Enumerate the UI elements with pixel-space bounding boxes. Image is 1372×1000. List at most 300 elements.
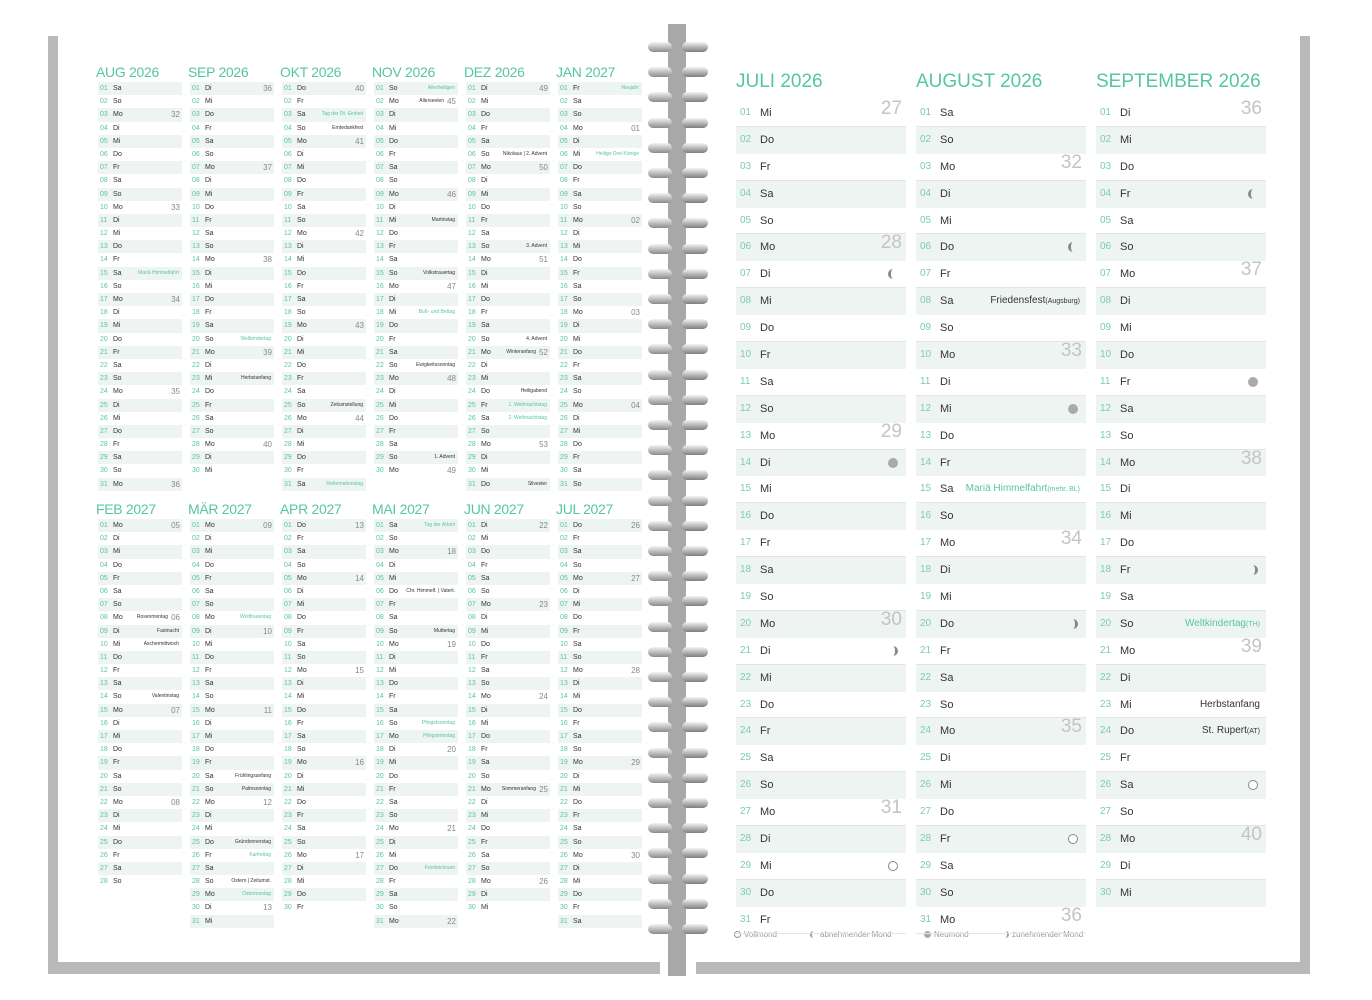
day-number: 05 xyxy=(468,574,476,582)
weekday: So xyxy=(573,746,582,754)
weekday: So xyxy=(389,904,398,912)
weekday: Fr xyxy=(481,746,488,754)
spiral-ring xyxy=(640,342,712,356)
full-moon-icon xyxy=(888,861,898,871)
day-number: 30 xyxy=(100,467,108,475)
day-number: 07 xyxy=(284,601,292,609)
day-row xyxy=(558,478,642,491)
day-number: 04 xyxy=(100,561,108,569)
weekday: Do xyxy=(297,614,306,622)
day-number: 20 xyxy=(284,335,292,343)
day-row xyxy=(736,799,906,826)
weekday: Do xyxy=(481,640,490,648)
legend-wan: abnehmender Mond xyxy=(820,930,892,939)
day-number: 11 xyxy=(920,375,931,387)
day-row xyxy=(558,611,642,624)
weekday: Sa xyxy=(113,269,122,277)
day-row xyxy=(374,888,458,901)
weekday: Sa xyxy=(1120,402,1134,415)
day-number: 26 xyxy=(740,779,752,791)
weekday: Do xyxy=(573,798,582,806)
day-row xyxy=(374,122,458,135)
week-number: 16 xyxy=(355,758,364,768)
day-number: 04 xyxy=(740,187,752,199)
day-number: 08 xyxy=(560,177,568,185)
day-number: 13 xyxy=(376,243,384,251)
day-row xyxy=(190,267,274,280)
weekday: Mo xyxy=(760,806,776,819)
weekday: Sa xyxy=(481,851,490,859)
right-page xyxy=(686,24,1300,962)
day-number: 17 xyxy=(468,296,476,303)
day-row xyxy=(466,664,550,677)
day-row xyxy=(374,598,458,611)
day-number: 28 xyxy=(100,441,108,449)
day-number: 13 xyxy=(560,243,568,251)
day-number: 18 xyxy=(376,746,384,754)
weekday: Di xyxy=(760,644,771,657)
week-number: 03 xyxy=(631,308,640,318)
day-number: 17 xyxy=(284,733,292,740)
day-row xyxy=(190,888,274,901)
weekday: Mi xyxy=(1120,133,1132,146)
weekday: Di xyxy=(481,614,488,622)
day-number: 28 xyxy=(284,441,292,449)
day-row xyxy=(466,372,550,385)
day-number: 26 xyxy=(920,779,932,791)
week-number: 32 xyxy=(1060,151,1082,173)
day-number: 11 xyxy=(1100,375,1111,387)
weekday: So xyxy=(113,375,122,383)
day-number: 19 xyxy=(560,759,568,767)
week-number: 43 xyxy=(355,321,364,331)
week-number: 50 xyxy=(539,163,548,173)
weekday: Sa xyxy=(389,441,398,449)
day-row xyxy=(558,849,642,862)
day-number: 24 xyxy=(468,388,476,396)
weekday: Sa xyxy=(481,137,490,145)
day-number: 23 xyxy=(560,375,568,383)
day-number: 19 xyxy=(920,591,932,603)
weekday: Do xyxy=(205,388,214,396)
day-row xyxy=(1096,315,1266,342)
weekday: Fr xyxy=(481,216,488,224)
day-row xyxy=(98,664,182,677)
day-number: 28 xyxy=(468,441,476,449)
weekday: Sa xyxy=(573,282,582,290)
weekday: Mo xyxy=(297,322,307,330)
holiday-label: Sommeranfang xyxy=(501,785,536,792)
day-row xyxy=(282,227,366,240)
holiday-label: Karfreitag xyxy=(249,851,271,858)
day-number: 30 xyxy=(284,904,292,912)
day-row xyxy=(466,717,550,730)
day-number: 09 xyxy=(560,190,568,198)
day-number: 11 xyxy=(100,653,108,661)
day-number: 18 xyxy=(1100,564,1112,576)
weekday: Mo xyxy=(113,203,123,211)
day-row xyxy=(558,425,642,438)
day-row xyxy=(1096,396,1266,423)
holiday-label: Zeitumstellung xyxy=(330,401,363,408)
day-number: 15 xyxy=(284,269,292,277)
weekday: Fr xyxy=(113,667,120,675)
day-number: 02 xyxy=(468,98,476,106)
day-number: 23 xyxy=(284,812,292,820)
weekday: Sa xyxy=(573,640,582,648)
weekday: Do xyxy=(481,825,490,833)
day-number: 07 xyxy=(1100,268,1112,280)
day-row xyxy=(282,188,366,201)
holiday-label: Allerheiligen xyxy=(427,85,455,91)
holiday-label: Fastnacht xyxy=(157,627,179,634)
day-number: 16 xyxy=(192,282,200,290)
day-number: 02 xyxy=(468,535,476,543)
day-number: 19 xyxy=(376,322,384,330)
day-row xyxy=(916,342,1086,369)
day-row xyxy=(558,240,642,253)
weekday: So xyxy=(113,878,122,886)
weekday: Mo xyxy=(389,282,399,290)
day-number: 05 xyxy=(468,137,476,145)
weekday: Fr xyxy=(389,601,396,609)
day-row xyxy=(190,425,274,438)
day-row xyxy=(374,730,458,743)
weekday: So xyxy=(940,322,954,335)
day-row xyxy=(558,201,642,214)
day-number: 27 xyxy=(284,427,292,435)
day-row xyxy=(736,342,906,369)
weekday: Sa xyxy=(113,361,122,369)
weekday: So xyxy=(297,746,306,754)
day-number: 24 xyxy=(100,825,108,833)
weekday: So xyxy=(481,772,490,780)
weekday: Sa xyxy=(113,454,122,462)
weekday: Mo xyxy=(573,759,583,767)
weekday: Fr xyxy=(205,851,212,859)
day-number: 18 xyxy=(560,746,568,754)
weekday: Mo xyxy=(760,617,776,630)
day-row xyxy=(282,836,366,849)
weekday: Mo xyxy=(113,296,123,303)
holiday-label: 3. Advent xyxy=(526,243,547,250)
day-number: 11 xyxy=(100,216,108,224)
day-row xyxy=(466,704,550,717)
weekday: Mi xyxy=(1120,322,1132,335)
day-row xyxy=(98,161,182,174)
day-row xyxy=(374,399,458,412)
day-row xyxy=(466,306,550,319)
day-number: 15 xyxy=(100,706,108,714)
day-row xyxy=(190,664,274,677)
day-row xyxy=(558,214,642,227)
weekday: Di xyxy=(297,864,304,872)
new-moon-icon xyxy=(1248,377,1258,387)
spiral-ring xyxy=(640,897,712,911)
weekday: Mi xyxy=(573,785,581,793)
day-number: 21 xyxy=(468,348,476,356)
day-number: 09 xyxy=(468,627,476,635)
day-row xyxy=(466,95,550,108)
day-number: 03 xyxy=(920,160,932,172)
day-number: 14 xyxy=(100,256,108,264)
holiday-label: Reformationstag xyxy=(326,480,363,487)
day-number: 09 xyxy=(468,190,476,198)
day-number: 25 xyxy=(740,752,752,764)
day-row xyxy=(916,288,1086,315)
day-number: 26 xyxy=(100,851,108,859)
day-number: 17 xyxy=(284,296,292,303)
day-number: 09 xyxy=(284,627,292,635)
day-row xyxy=(98,253,182,266)
day-row xyxy=(282,214,366,227)
weekday: Mi xyxy=(205,375,213,383)
weekday: So xyxy=(297,309,306,317)
weekday: Di xyxy=(389,838,396,846)
day-number: 07 xyxy=(192,164,200,172)
weekday: Mo xyxy=(481,878,491,886)
day-number: 05 xyxy=(100,137,108,145)
day-row xyxy=(190,372,274,385)
holiday-name: Friedensfest xyxy=(990,295,1046,307)
day-number: 25 xyxy=(1100,752,1112,764)
weekday: Di xyxy=(297,587,304,595)
day-number: 05 xyxy=(560,137,568,145)
weekday: So xyxy=(389,719,398,727)
weekday: Fr xyxy=(113,441,120,449)
day-row xyxy=(282,359,366,372)
weekday: Do xyxy=(573,164,582,172)
weekday: Mi xyxy=(389,759,397,767)
day-row xyxy=(736,127,906,154)
day-number: 02 xyxy=(376,535,384,543)
weekday: Di xyxy=(1120,107,1131,119)
day-number: 06 xyxy=(468,150,476,158)
weekday: Fr xyxy=(389,785,396,793)
day-row xyxy=(374,809,458,822)
day-row xyxy=(1096,261,1266,288)
day-row xyxy=(190,743,274,756)
day-row xyxy=(282,451,366,464)
weekday: Mi xyxy=(940,591,952,604)
weekday: Mo xyxy=(389,548,399,556)
weekday: So xyxy=(481,150,490,158)
day-row xyxy=(374,559,458,572)
weekday: Do xyxy=(573,348,582,356)
weekday: Di xyxy=(481,361,488,369)
day-number: 10 xyxy=(376,203,384,211)
day-row xyxy=(98,95,182,108)
day-row xyxy=(374,82,458,95)
day-row xyxy=(98,464,182,477)
day-row xyxy=(916,611,1086,638)
mini-month xyxy=(466,62,550,491)
day-number: 15 xyxy=(920,483,932,495)
weekday: Mo xyxy=(297,667,307,675)
day-row xyxy=(282,770,366,783)
weekday: Mo xyxy=(481,256,491,264)
holiday-label: 2. Weihnachtstag xyxy=(508,414,547,421)
week-number: 40 xyxy=(263,440,272,450)
weekday: Mo xyxy=(940,537,956,550)
day-number: 12 xyxy=(192,667,200,675)
holiday-label: Erntedankfest xyxy=(332,124,363,131)
week-number: 11 xyxy=(263,705,272,715)
weekday: Mi xyxy=(481,190,489,198)
weekday: Do xyxy=(113,746,122,754)
mini-month xyxy=(374,499,458,928)
weekday: Mi xyxy=(760,295,772,308)
day-number: 16 xyxy=(920,510,932,522)
day-number: 11 xyxy=(284,216,292,224)
day-number: 15 xyxy=(192,706,200,714)
day-row xyxy=(98,572,182,585)
day-row xyxy=(190,214,274,227)
day-row xyxy=(558,915,642,928)
day-row xyxy=(558,174,642,187)
weekday: Di xyxy=(113,719,120,727)
weekday: Do xyxy=(573,614,582,622)
week-number: 37 xyxy=(263,163,272,173)
day-number: 01 xyxy=(468,522,476,529)
day-number: 20 xyxy=(100,335,108,343)
weekday: Mi xyxy=(297,164,305,172)
waxing-moon-icon xyxy=(1248,565,1258,575)
weekday: Di xyxy=(1120,483,1131,496)
day-number: 08 xyxy=(284,177,292,185)
day-row xyxy=(736,369,906,396)
day-number: 30 xyxy=(376,467,384,475)
weekday: Sa xyxy=(481,322,490,330)
day-number: 07 xyxy=(100,601,108,609)
day-number: 22 xyxy=(920,671,932,683)
week-number: 27 xyxy=(880,98,902,119)
day-number: 22 xyxy=(560,798,568,806)
weekday: Mi xyxy=(481,627,489,635)
week-number: 38 xyxy=(263,255,272,265)
day-row xyxy=(282,638,366,651)
weekday: Fr xyxy=(481,401,488,409)
holiday-label: Winteranfang xyxy=(506,348,536,355)
day-row xyxy=(98,690,182,703)
day-row xyxy=(282,849,366,862)
day-number: 25 xyxy=(376,838,384,846)
day-row xyxy=(282,783,366,796)
day-row xyxy=(98,412,182,425)
day-number: 28 xyxy=(192,878,200,886)
day-row xyxy=(466,651,550,664)
month-title: JULI 2026 xyxy=(736,71,823,92)
day-row xyxy=(190,306,274,319)
day-row xyxy=(558,664,642,677)
day-number: 17 xyxy=(100,733,108,740)
weekday: Di xyxy=(205,454,212,462)
day-row xyxy=(466,438,550,451)
day-number: 31 xyxy=(100,480,108,488)
day-number: 17 xyxy=(376,296,384,303)
waning-moon-icon xyxy=(1248,189,1258,199)
weekday: Sa xyxy=(481,759,490,767)
weekday: Mo xyxy=(481,348,491,356)
weekday: Do xyxy=(1120,725,1135,738)
month-title: AUGUST 2026 xyxy=(916,71,1043,92)
weekday: Sa xyxy=(481,574,490,582)
day-number: 31 xyxy=(376,917,384,925)
day-number: 12 xyxy=(1100,402,1112,414)
weekday: Di xyxy=(760,456,771,469)
day-row xyxy=(282,293,366,306)
day-row xyxy=(98,201,182,214)
spiral-ring xyxy=(640,922,712,936)
day-row xyxy=(374,253,458,266)
weekday: Do xyxy=(940,617,955,630)
holiday-label: Ostermontag xyxy=(242,891,271,898)
day-row xyxy=(736,450,906,477)
day-row xyxy=(466,240,550,253)
day-row xyxy=(1096,503,1266,530)
day-row xyxy=(558,227,642,240)
day-row xyxy=(374,822,458,835)
weekday: Sa xyxy=(760,752,774,765)
day-number: 12 xyxy=(284,667,292,675)
day-row xyxy=(466,796,550,809)
weekday: Di xyxy=(573,322,580,330)
weekday: Mi xyxy=(481,812,489,820)
week-number: 27 xyxy=(631,573,640,583)
day-row xyxy=(190,559,274,572)
weekday: So xyxy=(389,454,398,462)
day-row xyxy=(190,598,274,611)
day-row xyxy=(558,836,642,849)
day-row xyxy=(190,770,274,783)
spiral-ring xyxy=(640,846,712,860)
day-number: 03 xyxy=(560,548,568,556)
month-title: SEP 2026 xyxy=(188,64,249,80)
week-number: 04 xyxy=(631,400,640,410)
weekday: Di xyxy=(940,375,951,388)
weekday: Di xyxy=(113,812,120,820)
day-number: 11 xyxy=(376,216,384,224)
weekday: Di xyxy=(205,361,212,369)
day-number: 11 xyxy=(192,216,200,224)
day-number: 04 xyxy=(376,124,384,132)
week-number: 42 xyxy=(355,229,364,239)
day-number: 25 xyxy=(100,401,108,409)
day-row xyxy=(98,306,182,319)
spiral-ring xyxy=(640,746,712,760)
day-row xyxy=(190,532,274,545)
holiday-label: Fronleichnam xyxy=(424,864,455,871)
day-row xyxy=(282,135,366,148)
day-number: 07 xyxy=(468,601,476,609)
weekday: Mi xyxy=(481,467,489,475)
weekday: Di xyxy=(760,833,771,846)
day-number: 07 xyxy=(100,164,108,172)
day-row xyxy=(190,915,274,928)
weekday: Do xyxy=(389,680,398,688)
day-number: 25 xyxy=(100,838,108,846)
weekday: Fr xyxy=(1120,375,1131,388)
holiday-name: St. Rupert xyxy=(1201,725,1247,737)
weekday: Mo xyxy=(113,798,123,806)
holiday-label: Palmsonntag xyxy=(241,785,271,792)
day-row xyxy=(466,625,550,638)
day-number: 10 xyxy=(192,640,200,648)
day-number: 24 xyxy=(1100,725,1112,737)
day-number: 30 xyxy=(376,904,384,912)
spiral-ring xyxy=(640,216,712,230)
weekday: Mo xyxy=(940,725,956,738)
